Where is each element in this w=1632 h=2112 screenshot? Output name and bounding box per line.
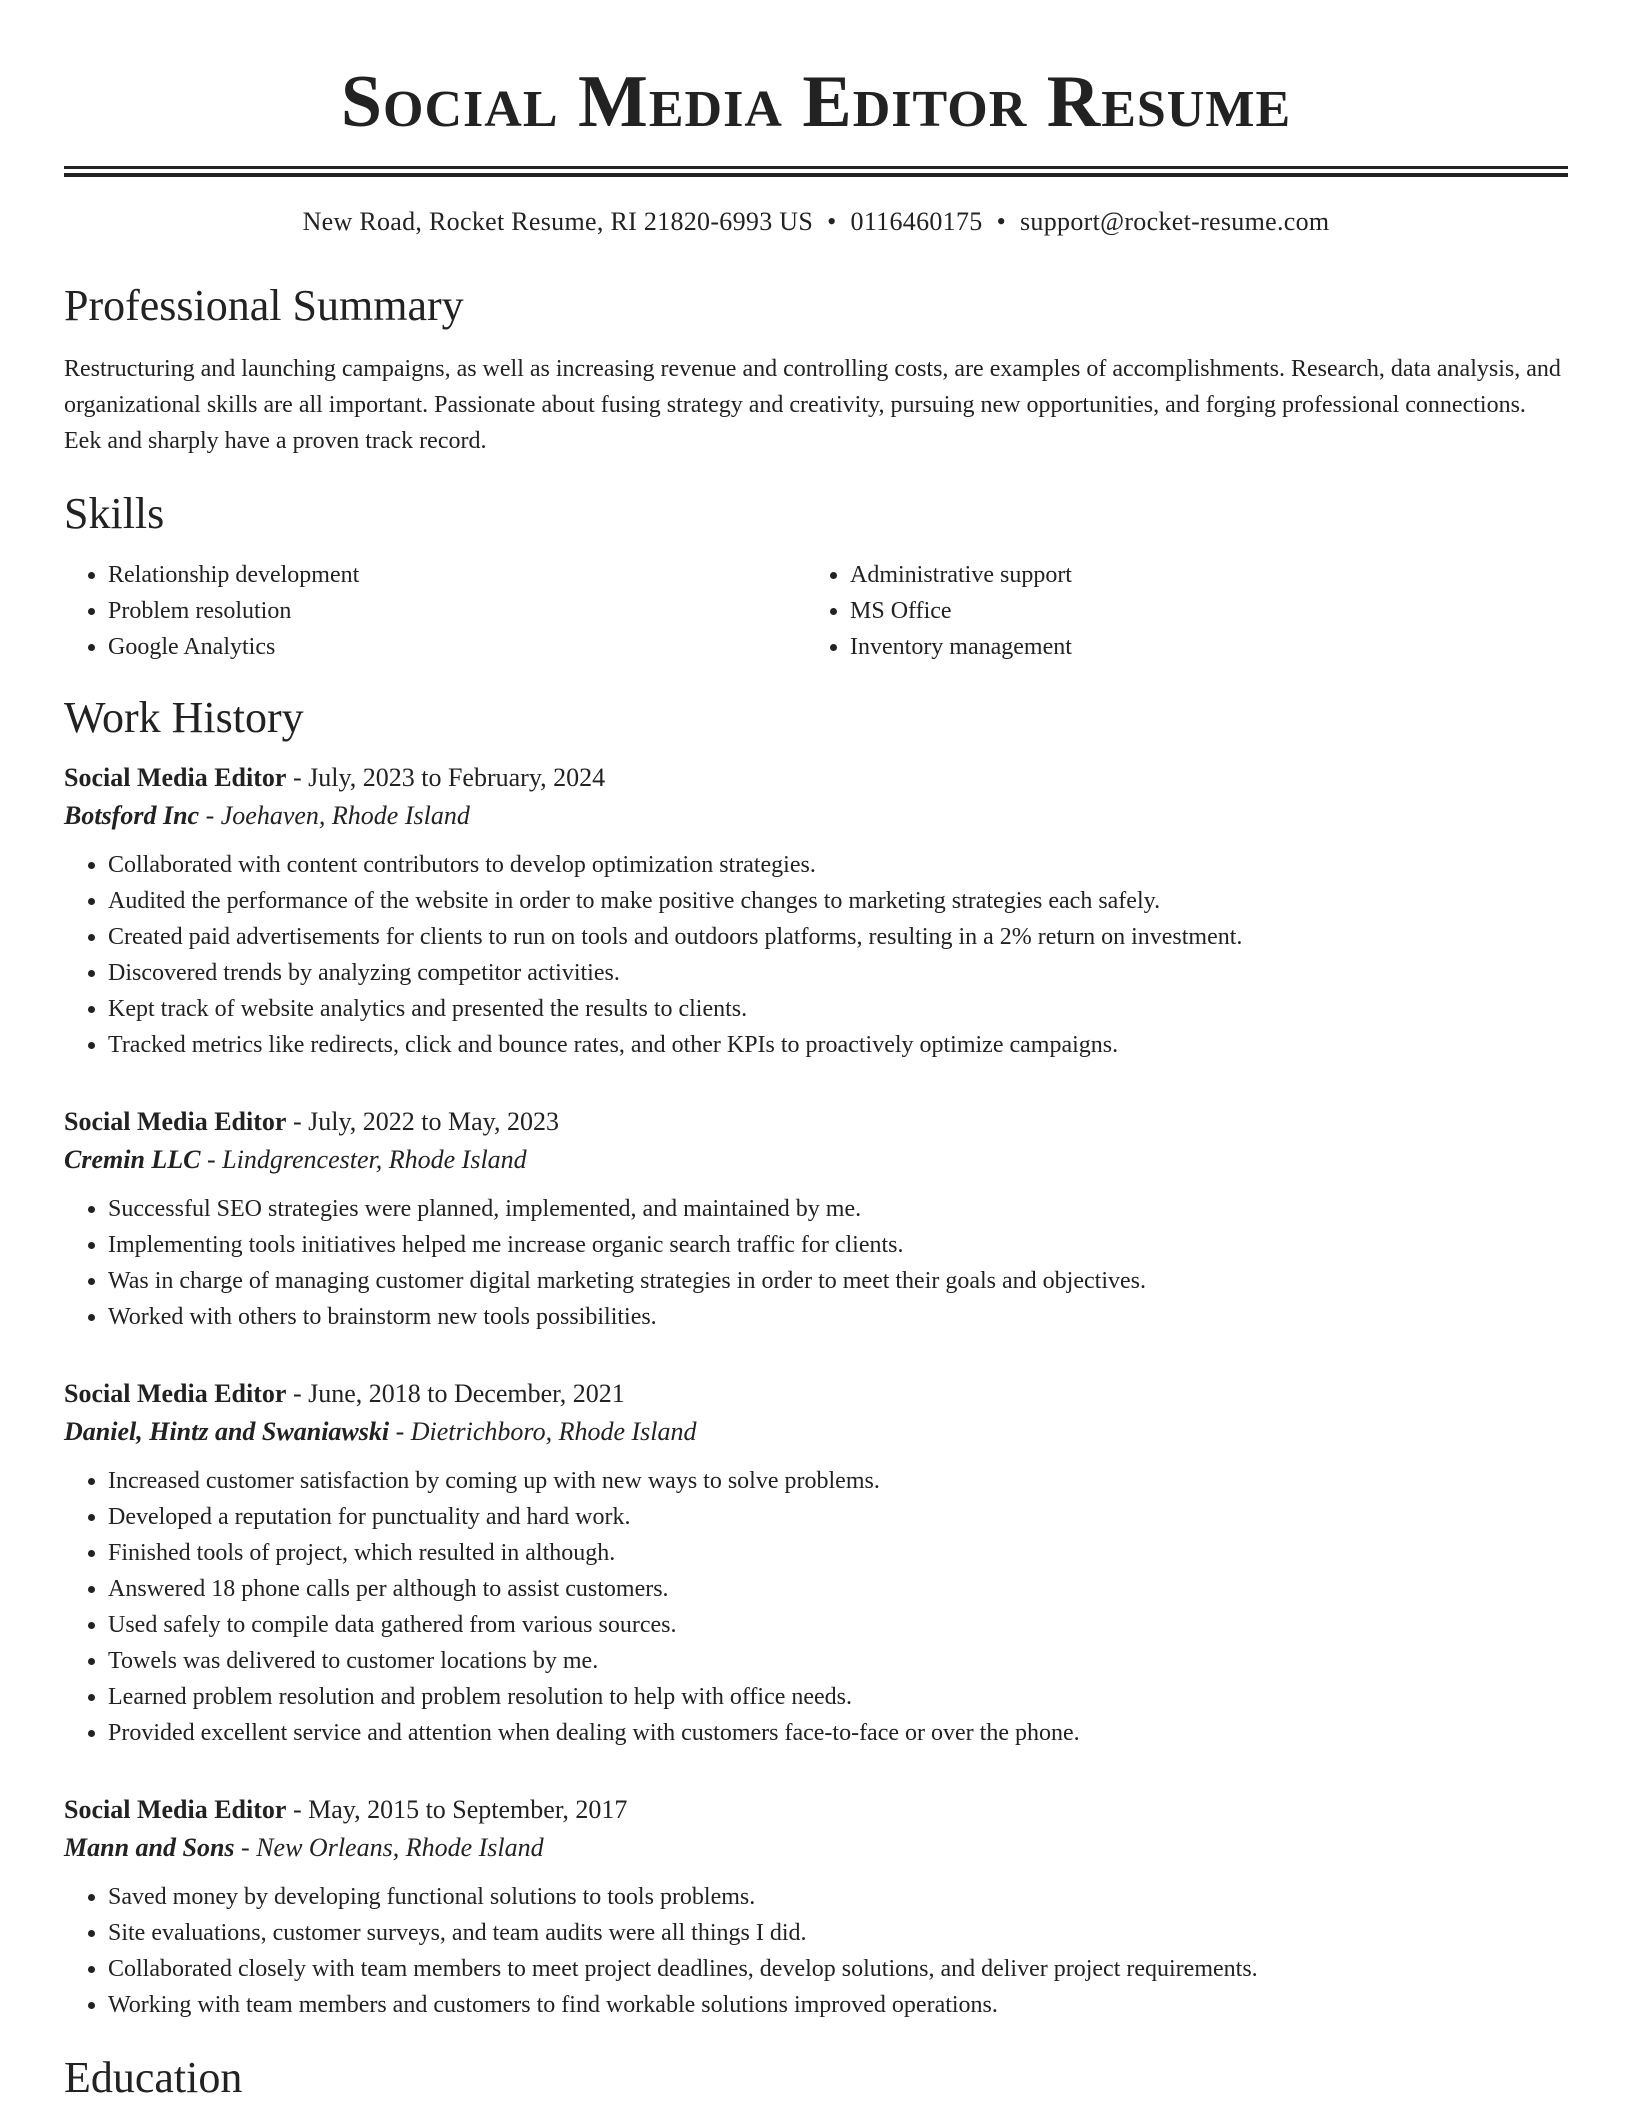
contact-separator: • xyxy=(827,207,837,236)
job-company: Botsford Inc xyxy=(64,801,200,830)
job-bullets xyxy=(64,847,1568,1063)
contact-address: New Road, Rocket Resume, RI 21820-6993 US xyxy=(302,207,814,236)
job-company-line xyxy=(64,1141,1568,1179)
job-entry xyxy=(64,1791,1568,2023)
job-company: Mann and Sons xyxy=(64,1833,235,1862)
job-bullet: • Working with team members and customers to find workable solutions improved operations. xyxy=(108,1987,1568,2023)
job-dates: - July, 2023 to February, 2024 xyxy=(286,763,606,792)
job-bullet: • Tracked metrics like redirects, click and bounce rates, and other KPIs to proactively optimize campaigns. xyxy=(108,1027,1568,1063)
job-bullet: • Increased customer satisfaction by coming up with new ways to solve problems. xyxy=(108,1463,1568,1499)
job-bullets xyxy=(64,1191,1568,1335)
contact-line xyxy=(64,205,1568,239)
job-location: - Dietrichboro, Rhode Island xyxy=(389,1417,697,1446)
job-bullet: • Towels was delivered to customer locations by me. xyxy=(108,1643,1568,1679)
job-bullet: • Worked with others to brainstorm new tools possibilities. xyxy=(108,1299,1568,1335)
job-dates: - May, 2015 to September, 2017 xyxy=(286,1795,628,1824)
job-entry xyxy=(64,1375,1568,1751)
job-bullet: • Learned problem resolution and problem resolution to help with office needs. xyxy=(108,1679,1568,1715)
job-bullet: • Answered 18 phone calls per although to assist customers. xyxy=(108,1571,1568,1607)
skill-item: • Google Analytics xyxy=(108,629,806,665)
job-bullet: • Provided excellent service and attention when dealing with customers face-to-face or over the phone. xyxy=(108,1715,1568,1751)
job-title: Social Media Editor xyxy=(64,1107,287,1136)
job-entry xyxy=(64,1103,1568,1335)
job-location: - Lindgrencester, Rhode Island xyxy=(200,1145,527,1174)
section-heading-summary: Professional Summary xyxy=(64,281,464,330)
section-heading-skills: Skills xyxy=(64,489,165,538)
job-bullets xyxy=(64,1463,1568,1751)
job-bullets xyxy=(64,1879,1568,2023)
summary-text: Restructuring and launching campaigns, as well as increasing revenue and controlling costs, are examples of accomplishments. Research, data analysis, and organizational skills are all important. Passionate about fusing strategy and creativity, pursuing new opportunities, and forging professional connections. Eek and sharply have a proven track record. xyxy=(64,356,1561,454)
job-company-line xyxy=(64,1829,1568,1867)
skill-item: • Relationship development xyxy=(108,557,806,593)
job-bullet: • Finished tools of project, which resulted in although. xyxy=(108,1535,1568,1571)
job-dates: - June, 2018 to December, 2021 xyxy=(286,1379,625,1408)
job-bullet: • Kept track of website analytics and presented the results to clients. xyxy=(108,991,1568,1027)
resume-page xyxy=(64,0,1568,2105)
job-bullet: • Saved money by developing functional solutions to tools problems. xyxy=(108,1879,1568,1915)
job-bullet: • Audited the performance of the website in order to make positive changes to marketing strategies each safely. xyxy=(108,883,1568,919)
contact-separator: • xyxy=(996,207,1006,236)
job-bullet: • Created paid advertisements for clients to run on tools and outdoors platforms, resulting in a 2% return on investment. xyxy=(108,919,1568,955)
title-double-rule xyxy=(64,166,1568,177)
contact-phone: 0116460175 xyxy=(850,207,983,236)
job-title: Social Media Editor xyxy=(64,1795,287,1824)
skill-item: • Inventory management xyxy=(850,629,1548,665)
job-bullet: • Successful SEO strategies were planned, implemented, and maintained by me. xyxy=(108,1191,1568,1227)
job-title: Social Media Editor xyxy=(64,763,287,792)
job-header xyxy=(64,1103,1568,1141)
section-heading-education: Education xyxy=(64,2053,243,2102)
skills-list xyxy=(64,557,1568,665)
job-company-line xyxy=(64,797,1568,835)
job-bullet: • Was in charge of managing customer digital marketing strategies in order to meet their goals and objectives. xyxy=(108,1263,1568,1299)
section-heading-work-history: Work History xyxy=(64,693,304,742)
job-bullet: • Used safely to compile data gathered from various sources. xyxy=(108,1607,1568,1643)
skills-column-right xyxy=(806,557,1548,665)
job-title: Social Media Editor xyxy=(64,1379,287,1408)
job-header xyxy=(64,1375,1568,1413)
job-bullet: • Site evaluations, customer surveys, and team audits were all things I did. xyxy=(108,1915,1568,1951)
job-location: - New Orleans, Rhode Island xyxy=(234,1833,544,1862)
job-entry xyxy=(64,759,1568,1063)
job-bullet: • Implementing tools initiatives helped me increase organic search traffic for clients. xyxy=(108,1227,1568,1263)
skill-item: • Administrative support xyxy=(850,557,1548,593)
job-header xyxy=(64,1791,1568,1829)
job-bullet: • Developed a reputation for punctuality and hard work. xyxy=(108,1499,1568,1535)
job-bullet: • Collaborated with content contributors to develop optimization strategies. xyxy=(108,847,1568,883)
skill-item: • Problem resolution xyxy=(108,593,806,629)
job-company-line xyxy=(64,1413,1568,1451)
job-header xyxy=(64,759,1568,797)
job-bullet: • Collaborated closely with team members to meet project deadlines, develop solutions, and deliver project requirements. xyxy=(108,1951,1568,1987)
job-bullet: • Discovered trends by analyzing competitor activities. xyxy=(108,955,1568,991)
job-location: - Joehaven, Rhode Island xyxy=(199,801,470,830)
contact-email[interactable]: support@rocket-resume.com xyxy=(1020,207,1330,236)
job-dates: - July, 2022 to May, 2023 xyxy=(286,1107,559,1136)
job-company: Daniel, Hintz and Swaniawski xyxy=(64,1417,390,1446)
job-company: Cremin LLC xyxy=(64,1145,201,1174)
resume-title: Social Media Editor Resume xyxy=(340,61,1292,143)
skills-column-left xyxy=(64,557,806,665)
skill-item: • MS Office xyxy=(850,593,1548,629)
